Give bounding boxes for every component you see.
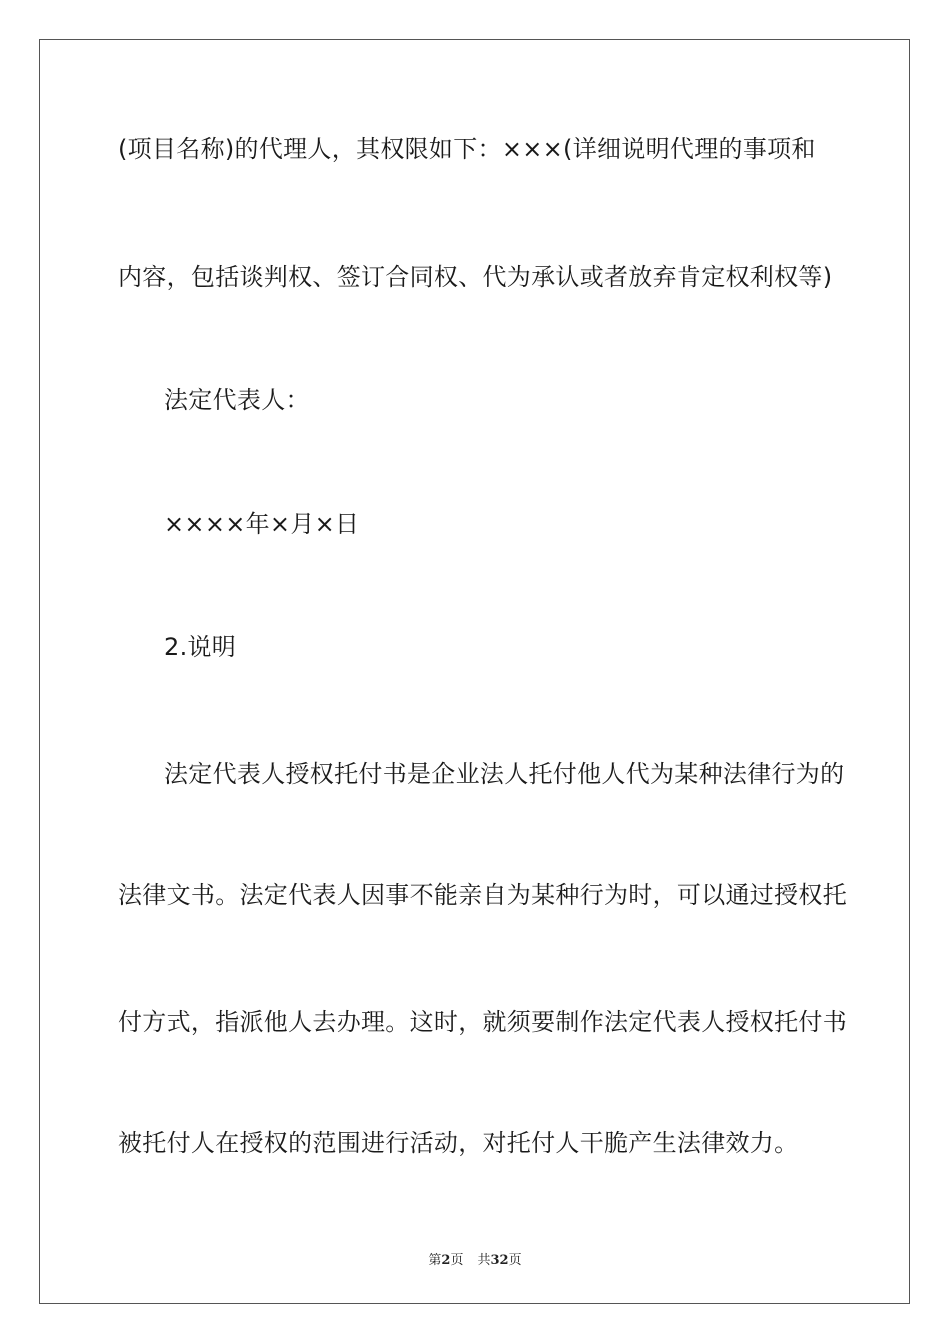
page-footer: [0, 1249, 950, 1268]
page-number: 2: [441, 1253, 451, 1268]
paragraph-line: 法定代表人授权托付书是企业法人托付他人代为某种法律行为的: [164, 760, 845, 788]
section-heading: 2.说明: [164, 633, 237, 661]
paragraph-line: 付方式，指派他人去办理。这时，就须要制作法定代表人授权托付书: [118, 1008, 847, 1036]
legal-representative-label: 法定代表人：: [164, 386, 310, 414]
page-prefix: 第: [428, 1253, 442, 1268]
total-suffix: 页: [508, 1253, 522, 1268]
paragraph-line: (项目名称)的代理人，其权限如下：×××(详细说明代理的事项和: [118, 135, 816, 163]
paragraph-line: 内容，包括谈判权、签订合同权、代为承认或者放弃肯定权利权等): [118, 263, 833, 291]
date-line: ××××年×月×日: [164, 510, 360, 538]
paragraph-line: 法律文书。法定代表人因事不能亲自为某种行为时，可以通过授权托: [118, 881, 847, 909]
total-pages: 32: [490, 1253, 509, 1268]
paragraph-line: 被托付人在授权的范围进行活动，对托付人干脆产生法律效力。: [118, 1129, 799, 1157]
total-prefix: 共: [477, 1253, 491, 1268]
page-suffix: 页: [450, 1253, 464, 1268]
page-border: [39, 39, 910, 1304]
